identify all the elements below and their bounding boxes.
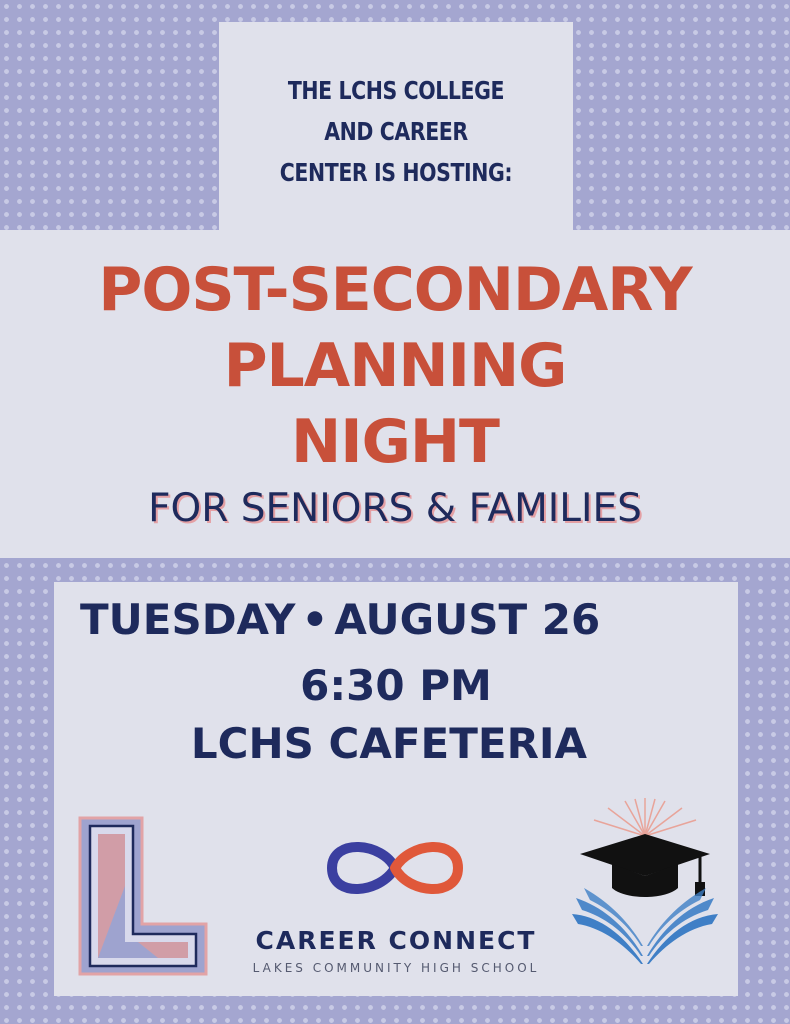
audience-text: FOR SENIORS & FAMILIES (148, 486, 642, 531)
host-line-1: THE LCHS COLLEGE (287, 76, 505, 105)
graduation-cap-book-svg (570, 796, 720, 966)
title-line-2: PLANNING (223, 331, 567, 401)
event-title (0, 252, 790, 480)
school-letter-logo-svg (78, 816, 208, 976)
event-location: LCHS CAFETERIA (190, 719, 588, 768)
school-letter-logo-icon (78, 816, 208, 976)
title-line-1: POST-SECONDARY (98, 255, 692, 325)
event-date: AUGUST 26 (334, 595, 601, 644)
program-subtitle: LAKES COMMUNITY HIGH SCHOOL (252, 961, 540, 975)
event-day: TUESDAY (80, 595, 296, 644)
graduation-cap-book-icon (570, 796, 720, 966)
date-separator: • (301, 595, 329, 644)
host-announcement (251, 70, 541, 193)
event-time: 6:30 PM (300, 661, 492, 710)
host-line-3: CENTER IS HOSTING: (279, 158, 513, 187)
host-line-2: AND CAREER (324, 117, 468, 146)
infinity-loop-icon (320, 828, 470, 908)
program-name: CAREER CONNECT (255, 926, 537, 955)
event-date-row (80, 592, 600, 648)
infinity-loop-svg (320, 828, 470, 908)
title-line-3: NIGHT (291, 407, 499, 477)
